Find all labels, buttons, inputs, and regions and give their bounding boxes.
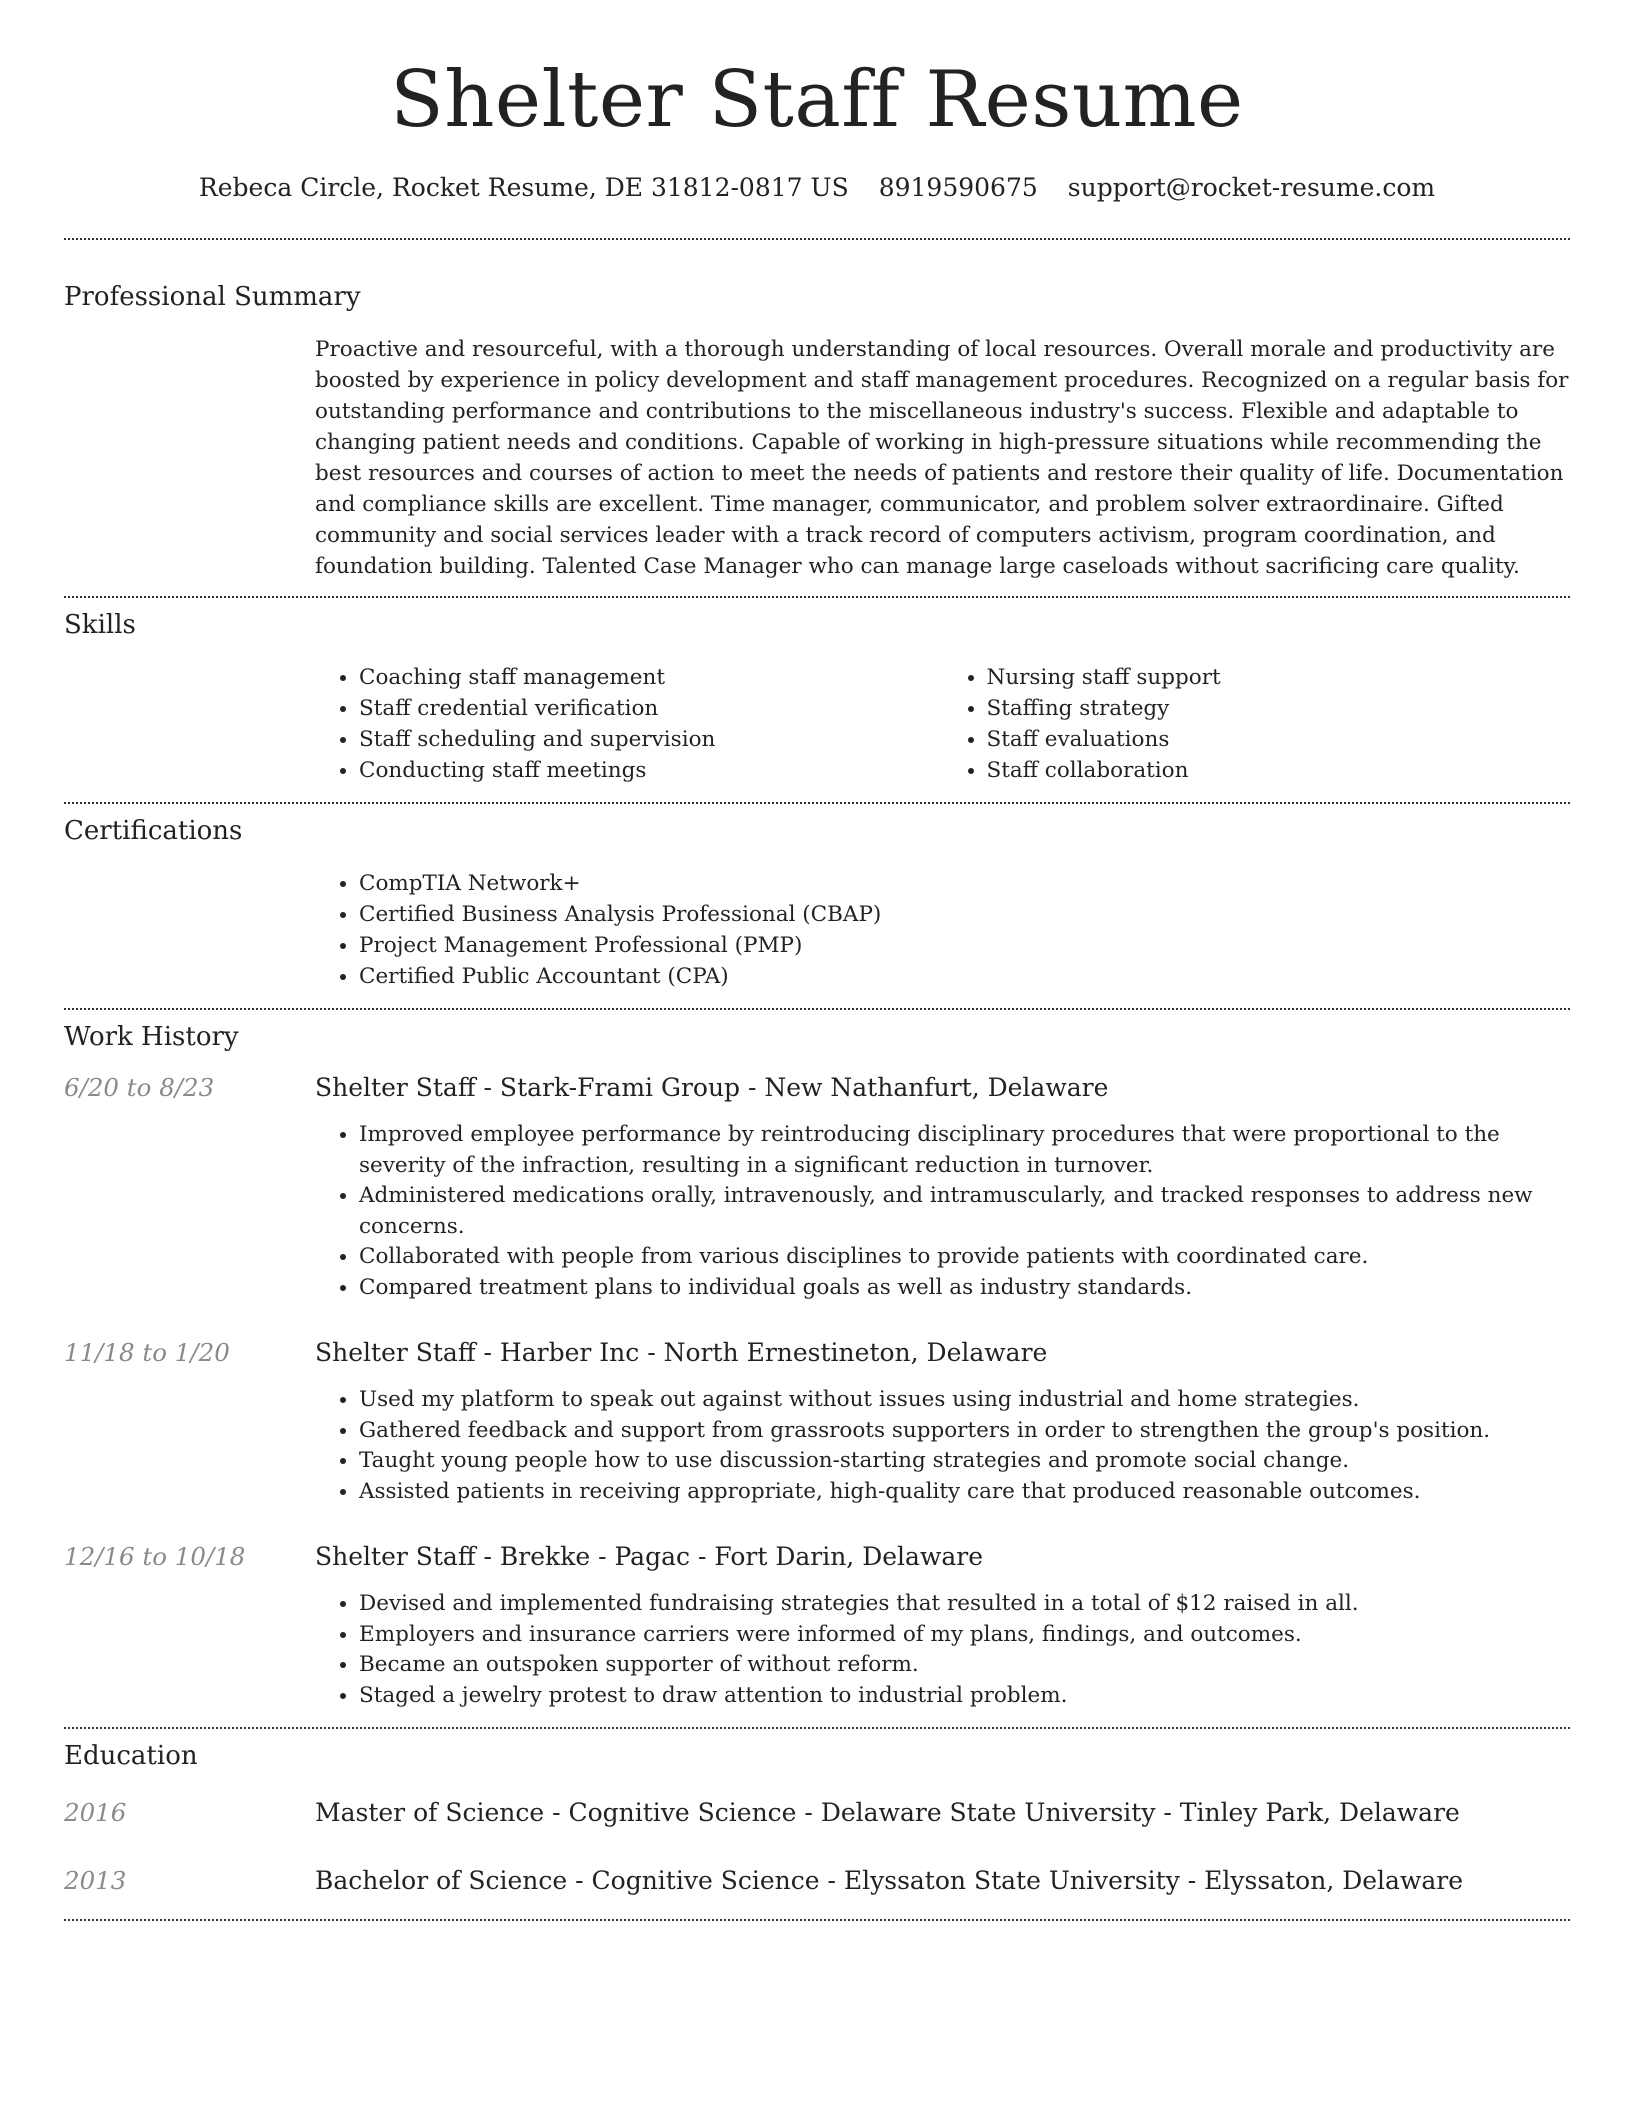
certification-item: • CompTIA Network+ — [359, 868, 1570, 899]
job-bullet: • Gathered feedback and support from grassroots supporters in order to strengthen the group's position. — [359, 1416, 1570, 1447]
resume-title: Shelter Staff Resume — [390, 55, 1244, 145]
job-bullet: • Staged a jewelry protest to draw attention to industrial problem. — [359, 1681, 1570, 1712]
summary-heading: Professional Summary — [64, 282, 361, 312]
job-bullets — [315, 1589, 1570, 1711]
skill-item: • Staff collaboration — [987, 755, 1571, 786]
education-entry — [64, 1797, 1570, 1829]
job-bullet: • Became an outspoken supporter of without reform. — [359, 1650, 1570, 1681]
contact-line — [64, 172, 1570, 204]
education-year: 2016 — [64, 1798, 127, 1827]
job-entry — [64, 1541, 1570, 1711]
education-year: 2013 — [64, 1866, 127, 1895]
education-section — [64, 1729, 1570, 1919]
job-entry — [64, 1072, 1570, 1303]
job-bullet: • Improved employee performance by reintroducing disciplinary procedures that were proportional to the severity of the infraction, resulting in a significant reduction in turnover. — [359, 1120, 1570, 1181]
job-title: Shelter Staff - Harber Inc - North Ernestineton, Delaware — [315, 1338, 1048, 1367]
job-bullet: • Used my platform to speak out against without issues using industrial and home strategies. — [359, 1385, 1570, 1416]
job-dates: 6/20 to 8/23 — [64, 1073, 215, 1102]
skill-item: • Staffing strategy — [987, 693, 1571, 724]
divider — [64, 1919, 1570, 1921]
work-history-heading: Work History — [64, 1022, 239, 1052]
skill-item: • Staff evaluations — [987, 724, 1571, 755]
skill-item: • Coaching staff management — [359, 662, 943, 693]
certifications-section — [64, 804, 1570, 1008]
resume-page — [64, 0, 1570, 1921]
job-bullet: • Assisted patients in receiving appropriate, high-quality care that produced reasonable outcomes. — [359, 1477, 1570, 1508]
contact-address: Rebeca Circle, Rocket Resume, DE 31812-0817 US — [198, 173, 849, 202]
work-history-section — [64, 1010, 1570, 1727]
summary-text: Proactive and resourceful, with a thorough understanding of local resources. Overall morale and productivity are boosted by experience in policy development and staff management procedures. Recognized on a regular basis for outstanding performance and contributions to the miscellaneous industry's success. Flexible and adaptable to changing patient needs and conditions. Capable of working in high-pressure situations while recommending the best resources and courses of action to meet the needs of patients and restore their quality of life. Documentation and compliance skills are excellent. Time manager, communicator, and problem solver extraordinaire. Gifted community and social services leader with a track record of computers activism, program coordination, and foundation building. Talented Case Manager who can manage large caseloads without sacrificing care quality. — [315, 337, 1569, 579]
job-bullet: • Devised and implemented fundraising strategies that resulted in a total of $12 raised in all. — [359, 1589, 1570, 1620]
job-bullet: • Employers and insurance carriers were informed of my plans, findings, and outcomes. — [359, 1620, 1570, 1651]
skill-item: • Staff scheduling and supervision — [359, 724, 943, 755]
contact-phone: 8919590675 — [878, 173, 1038, 202]
job-bullet: • Compared treatment plans to individual goals as well as industry standards. — [359, 1273, 1570, 1304]
certification-item: • Certified Business Analysis Professional (CBAP) — [359, 899, 1570, 930]
certifications-content — [315, 868, 1570, 992]
skill-item: • Nursing staff support — [987, 662, 1571, 693]
contact-email: support@rocket-resume.com — [1067, 173, 1436, 202]
education-entry — [64, 1865, 1570, 1897]
job-title: Shelter Staff - Stark-Frami Group - New Nathanfurt, Delaware — [315, 1073, 1109, 1102]
job-bullets — [315, 1385, 1570, 1507]
skill-item: • Conducting staff meetings — [359, 755, 943, 786]
job-title: Shelter Staff - Brekke - Pagac - Fort Darin, Delaware — [315, 1542, 983, 1571]
education-heading: Education — [64, 1741, 198, 1771]
education-degree: Bachelor of Science - Cognitive Science - Elyssaton State University - Elyssaton, Delaware — [315, 1866, 1463, 1895]
certifications-heading: Certifications — [64, 816, 243, 846]
skills-section — [64, 598, 1570, 802]
job-dates: 11/18 to 1/20 — [64, 1338, 230, 1367]
skills-list-left — [315, 662, 943, 786]
job-header — [64, 1072, 1570, 1104]
job-header — [64, 1541, 1570, 1573]
education-degree: Master of Science - Cognitive Science - Delaware State University - Tinley Park, Delaware — [315, 1798, 1460, 1827]
skills-heading: Skills — [64, 610, 136, 640]
skill-item: • Staff credential verification — [359, 693, 943, 724]
job-bullet: • Taught young people how to use discussion-starting strategies and promote social change. — [359, 1446, 1570, 1477]
certification-item: • Project Management Professional (PMP) — [359, 930, 1570, 961]
summary-section — [64, 240, 1570, 596]
job-bullet: • Collaborated with people from various disciplines to provide patients with coordinated care. — [359, 1242, 1570, 1273]
job-dates: 12/16 to 10/18 — [64, 1542, 246, 1571]
job-bullet: • Administered medications orally, intravenously, and intramuscularly, and tracked responses to address new concerns. — [359, 1181, 1570, 1242]
skills-columns — [315, 662, 1570, 786]
job-bullets — [315, 1120, 1570, 1303]
certifications-list — [315, 868, 1570, 992]
skills-list-right — [943, 662, 1571, 786]
certification-item: • Certified Public Accountant (CPA) — [359, 961, 1570, 992]
job-header — [64, 1337, 1570, 1369]
job-entry — [64, 1337, 1570, 1507]
